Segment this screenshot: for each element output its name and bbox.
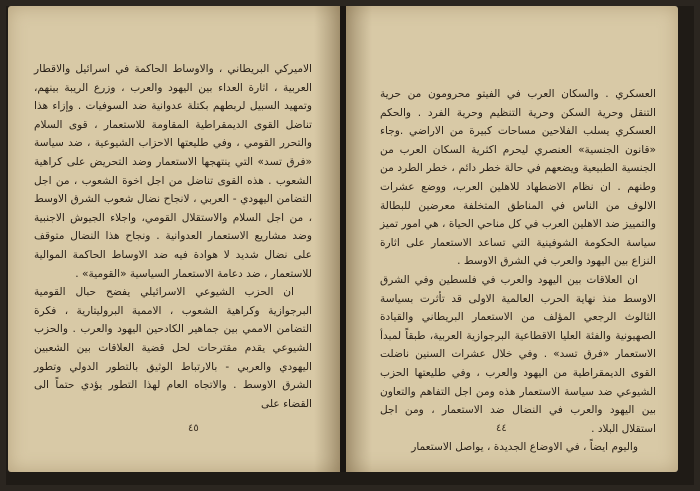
right-page [346, 6, 678, 472]
left-page-text [34, 60, 312, 413]
right-page-text [380, 85, 656, 457]
fold-shadow [346, 6, 372, 472]
page-number: ٤٥ [188, 423, 199, 434]
paragraph: العسكري . والسكان العرب في الفيتو محرومون من حرية التنقل وحرية السكن وحرية التنظيم وحرية الفرد . والحكم العسكري يسلب الفلاحين مساحات كبيرة من الاراضي .وجاء «قانون الجنسية» العنصري ليحرم اكثرية السكان العرب من الجنسية الطبيعية ويضعهم في حالة خطر دائم ، خطر الطرد من وطنهم . ان نظام الاضطهاد للاهلين العرب، ووضع عشرات الالوف من الناس في المناطق المتخلفة معرضين للبطالة والتمييز ضد الاهلين العرب في كل مناحي الحياة ، هي امور تميز سياسة الحكومة الشوفينية التي تساعد الاستعمار على اثارة النزاع بين اليهود والعرب في الشرق الاوسط . [380, 88, 656, 268]
paragraph: واليوم ايضاً ، في الاوضاع الجديدة ، يواصل الاستعمار [411, 441, 638, 454]
left-page [8, 6, 340, 472]
paragraph: ان العلاقات بين اليهود والعرب في فلسطين وفي الشرق الاوسط منذ نهاية الحرب العالمية الاولى قد تأثرت بسياسة الثالوث الرجعي المؤلف من الاستعمار البريطاني والقيادة الصهيونية والفئة العليا الاقطاعية البرجوازية العربية، طبقاً لمبدأ الاستعمار «فرق تسد» . وفي خلال عشرات السنين ناضلت القوى الديمقراطية من اليهود والعرب ، وفي طليعتها الحزب الشيوعي ضد سياسة الاستعمار هذه ومن اجل التفاهم والتعاون بين اليهود والعرب في النضال ضد الاستعمار ، ومن اجل استقلال البلاد . [380, 273, 656, 435]
page-number: ٤٤ [496, 423, 507, 434]
paragraph: الاميركي البريطاني ، والاوساط الحاكمة في اسرائيل والاقطار العربية ، اثارة العداء بين اليهود والعرب ، وزرع الريبة بينهم، وتمهيد السبيل لربطهم بكتلة عدوانية ضد السوفيات . وإزاء هذا تناضل القوى الديمقراطية المقاومة للاستعمار ، قوى السلام والتحرر القومي ، وفي طليعتها الاحزاب الشيوعية ، ضد سياسة «فرق تسد» التي ينتهجها الاستعمار وضد التحريض على كراهية الشعوب . هذه القوى تناضل من اجل اخوة الشعوب ، من اجل التضامن اليهودي - العربي ، لانجاح نضال شعوب الشرق الاوسط ، من اجل السلام والاستقلال القومي، واجلاء الجيوش الاجنبية وضد مشاريع الاستعمار العدوانية . ونجاح هذا النضال متوقف على نضال شديد لا هوادة فيه ضد الاوساط الحاكمة الموالية للاستعمار ، ضد دعامة الاستعمار السياسية «القومية» . [34, 63, 312, 280]
fold-shadow [314, 6, 340, 472]
paragraph: ان الحزب الشيوعي الاسرائيلي يفضح حبال القومية البرجوازية وكراهية الشعوب ، الاممية البروليتارية ، فكرة التضامن الاممي بين جماهير الكادحين اليهود والعرب . والحزب الشيوعي يقدم مقترحات لحل قضية العلاقات بين الشعبين اليهودي والعربي - بالارتباط الوثيق بالتطور الدولي وتطور الشرق الاوسط . والاتجاه العام لهذا التطور يؤدي حتماً الى القضاء على [34, 286, 312, 410]
